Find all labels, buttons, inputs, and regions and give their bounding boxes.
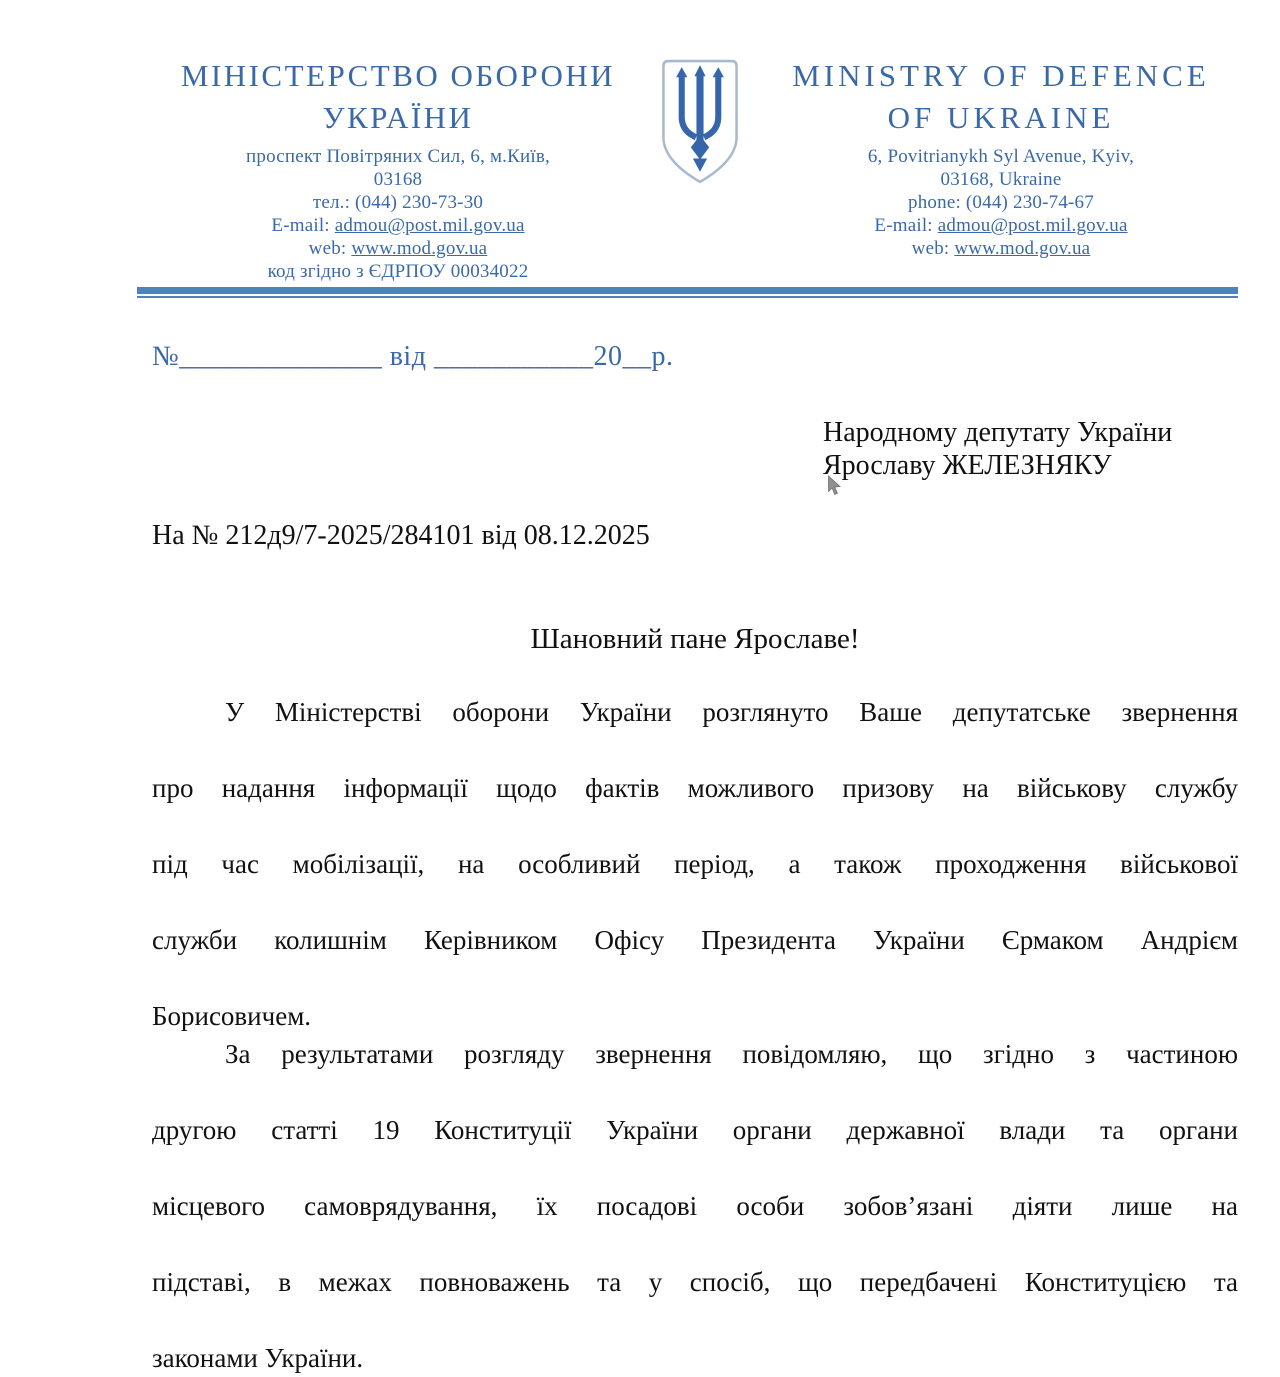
en-address-line1: 6, Povitrianykh Syl Avenue, Kyiv, [867, 146, 1135, 167]
letterhead-uk [138, 55, 658, 283]
body-paragraphs [152, 693, 1238, 1377]
uk-web-link[interactable]: www.mod.gov.ua [351, 238, 488, 259]
uk-address-line1: проспект Повітряних Сил, 6, м.Київ, [246, 146, 550, 167]
recipient-line2: Ярославу ЖЕЛЕЗНЯКУ [823, 450, 1112, 481]
divider-thin-line [137, 296, 1238, 298]
en-email-line [766, 214, 1236, 237]
uk-email-link[interactable]: admou@post.mil.gov.ua [334, 215, 525, 236]
body-line: У Міністерстві оборони України розглянуто Ваше депутатське звернення [225, 697, 1238, 727]
en-web-line [766, 237, 1236, 260]
body-line: другою статті 19 Конституції України органи державної влади та органи [152, 1115, 1238, 1145]
letterhead-uk-title-line1: МІНІСТЕРСТВО ОБОРОНИ [180, 58, 616, 93]
en-email-label: E-mail: [874, 215, 938, 236]
reply-reference: На № 212д9/7-2025/284101 від 08.12.2025 [152, 520, 650, 551]
divider-thick-line [137, 287, 1238, 294]
body-line: про надання інформації щодо фактів можливого призову на військову службу [152, 773, 1238, 803]
letterhead-en-title-line2: OF UKRAINE [887, 100, 1115, 135]
uk-phone: тел.: (044) 230-73-30 [312, 192, 484, 213]
body-line: під час мобілізації, на особливий період, а також проходження військової [152, 849, 1238, 879]
letterhead-en-address [766, 145, 1236, 260]
en-address-line2: 03168, Ukraine [940, 169, 1062, 190]
letterhead-en-title-line1: MINISTRY OF DEFENCE [792, 58, 1210, 93]
en-phone: phone: (044) 230-74-67 [908, 192, 1094, 213]
body-line: місцевого самоврядування, їх посадові особи зобов’язані діяти лише на [152, 1191, 1238, 1221]
header-divider [137, 287, 1238, 298]
body-line: За результатами розгляду звернення повідомляю, що згідно з частиною [225, 1039, 1238, 1069]
letterhead-uk-title [138, 55, 658, 139]
letterhead-en [766, 55, 1236, 260]
uk-edrpou-code: код згідно з ЄДРПОУ 00034022 [267, 261, 529, 282]
body-line: підставі, в межах повноважень та у спосіб, що передбачені Конституцією та [152, 1267, 1238, 1297]
recipient-block [823, 416, 1172, 482]
recipient-line1: Народному депутату України [823, 417, 1173, 448]
uk-web-label: web: [308, 238, 352, 259]
body-line: служби колишнім Керівником Офісу Президента України Єрмаком Андрієм [152, 925, 1238, 955]
body-line: Борисовичем. [152, 1001, 312, 1031]
reference-number-line: №______________ від ___________20__р. [152, 341, 674, 372]
salutation: Шановний пане Ярославе! [530, 623, 860, 655]
uk-web-line [138, 237, 658, 260]
letterhead-en-title [766, 55, 1236, 139]
body-line: законами України. [152, 1343, 364, 1373]
uk-email-line [138, 214, 658, 237]
letterhead-uk-address [138, 145, 658, 283]
mouse-pointer-icon [827, 475, 842, 496]
uk-email-label: E-mail: [271, 215, 335, 236]
en-email-link[interactable]: admou@post.mil.gov.ua [937, 215, 1128, 236]
letterhead-uk-title-line2: УКРАЇНИ [322, 100, 474, 135]
ukraine-trident-emblem-icon [655, 58, 745, 188]
en-web-label: web: [911, 238, 955, 259]
uk-address-line2: 03168 [373, 169, 423, 190]
en-web-link[interactable]: www.mod.gov.ua [954, 238, 1091, 259]
